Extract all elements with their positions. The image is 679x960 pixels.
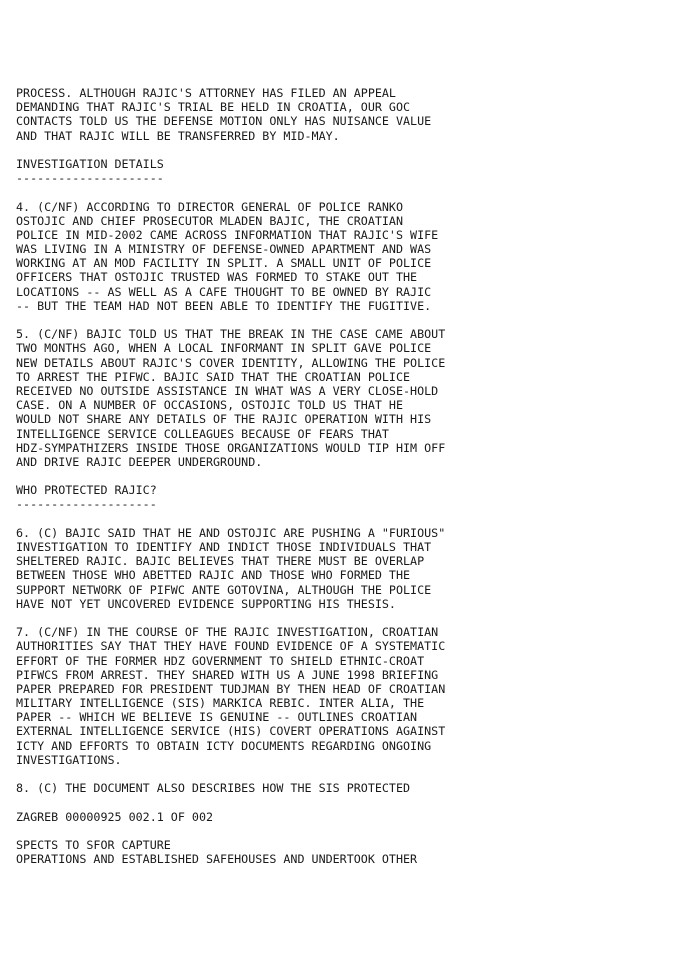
text-line: PIFWCS FROM ARREST. THEY SHARED WITH US A JUNE 1998 BRIEFING xyxy=(16,667,439,682)
text-line: PAPER -- WHICH WE BELIEVE IS GENUINE -- OUTLINES CROATIAN xyxy=(16,710,418,725)
text-line: SHELTERED RAJIC. BAJIC BELIEVES THAT THERE MUST BE OVERLAP xyxy=(16,554,425,569)
text-line xyxy=(16,313,666,327)
text-line: ICTY AND EFFORTS TO OBTAIN ICTY DOCUMENTS REGARDING ONGOING xyxy=(16,738,432,753)
text-line: WORKING AT AN MOD FACILITY IN SPLIT. A SMALL UNIT OF POLICE xyxy=(16,256,432,271)
text-line: 6. (C) BAJIC SAID THAT HE AND OSTOJIC ARE PUSHING A "FURIOUS" xyxy=(16,525,446,540)
text-line: HAVE NOT YET UNCOVERED EVIDENCE SUPPORTING HIS THESIS. xyxy=(16,596,396,611)
text-line: INVESTIGATION TO IDENTIFY AND INDICT THOSE INDIVIDUALS THAT xyxy=(16,540,432,554)
text-line: OFFICERS THAT OSTOJIC TRUSTED WAS FORMED TO STAKE OUT THE xyxy=(16,270,418,285)
document-body xyxy=(16,86,666,866)
text-line: EXTERNAL INTELLIGENCE SERVICE (HIS) COVERT OPERATIONS AGAINST xyxy=(16,724,446,739)
text-line: LOCATIONS -- AS WELL AS A CAFE THOUGHT TO BE OWNED BY RAJIC xyxy=(16,284,432,299)
text-line xyxy=(16,795,666,809)
text-line: -- BUT THE TEAM HAD NOT BEEN ABLE TO IDENTIFY THE FUGITIVE. xyxy=(16,298,432,313)
text-line xyxy=(16,512,666,526)
text-line: WAS LIVING IN A MINISTRY OF DEFENSE-OWNED APARTMENT AND WAS xyxy=(16,242,432,257)
text-line: 7. (C/NF) IN THE COURSE OF THE RAJIC INVESTIGATION, CROATIAN xyxy=(16,625,439,640)
text-line: AUTHORITIES SAY THAT THEY HAVE FOUND EVIDENCE OF A SYSTEMATIC xyxy=(16,639,446,654)
text-line: BETWEEN THOSE WHO ABETTED RAJIC AND THOSE WHO FORMED THE xyxy=(16,568,411,583)
text-line: DEMANDING THAT RAJIC'S TRIAL BE HELD IN CROATIA, OUR GOC xyxy=(16,100,411,115)
text-line: --------------------- xyxy=(16,171,164,186)
text-line: ZAGREB 00000925 002.1 OF 002 xyxy=(16,809,214,824)
text-line: MILITARY INTELLIGENCE (SIS) MARKICA REBIC. INTER ALIA, THE xyxy=(16,696,425,711)
text-line: POLICE IN MID-2002 CAME ACROSS INFORMATION THAT RAJIC'S WIFE xyxy=(16,227,439,242)
text-line: TO ARREST THE PIFWC. BAJIC SAID THAT THE CROATIAN POLICE xyxy=(16,369,411,384)
text-line: 5. (C/NF) BAJIC TOLD US THAT THE BREAK IN THE CASE CAME ABOUT xyxy=(16,327,446,342)
text-line: CONTACTS TOLD US THE DEFENSE MOTION ONLY HAS NUISANCE VALUE xyxy=(16,114,432,129)
text-line: 4. (C/NF) ACCORDING TO DIRECTOR GENERAL OF POLICE RANKO xyxy=(16,199,404,214)
text-line: OPERATIONS AND ESTABLISHED SAFEHOUSES AND UNDERTOOK OTHER xyxy=(16,852,418,867)
text-line xyxy=(16,611,666,625)
text-line: PAPER PREPARED FOR PRESIDENT TUDJMAN BY THEN HEAD OF CROATIAN xyxy=(16,681,446,696)
text-line: PROCESS. ALTHOUGH RAJIC'S ATTORNEY HAS FILED AN APPEAL xyxy=(16,86,396,100)
text-line: EFFORT OF THE FORMER HDZ GOVERNMENT TO SHIELD ETHNIC-CROAT xyxy=(16,653,425,668)
text-line: INTELLIGENCE SERVICE COLLEAGUES BECAUSE OF FEARS THAT xyxy=(16,426,389,441)
text-line: INVESTIGATION DETAILS xyxy=(16,156,164,171)
text-line xyxy=(16,143,666,157)
text-line: NEW DETAILS ABOUT RAJIC'S COVER IDENTITY, ALLOWING THE POLICE xyxy=(16,355,446,370)
text-line: OSTOJIC AND CHIEF PROSECUTOR MLADEN BAJIC, THE CROATIAN xyxy=(16,213,404,228)
text-line: CASE. ON A NUMBER OF OCCASIONS, OSTOJIC TOLD US THAT HE xyxy=(16,398,404,413)
text-line: TWO MONTHS AGO, WHEN A LOCAL INFORMANT IN SPLIT GAVE POLICE xyxy=(16,341,432,356)
text-line: INVESTIGATIONS. xyxy=(16,752,122,767)
text-line: SPECTS TO SFOR CAPTURE xyxy=(16,837,171,852)
text-line: WOULD NOT SHARE ANY DETAILS OF THE RAJIC OPERATION WITH HIS xyxy=(16,412,432,427)
text-line: 8. (C) THE DOCUMENT ALSO DESCRIBES HOW THE SIS PROTECTED xyxy=(16,781,411,796)
text-line xyxy=(16,185,666,199)
text-line xyxy=(16,824,666,838)
text-line xyxy=(16,767,666,781)
text-line: -------------------- xyxy=(16,497,157,512)
text-line xyxy=(16,469,666,483)
text-line: AND THAT RAJIC WILL BE TRANSFERRED BY MID-MAY. xyxy=(16,128,340,143)
text-line: WHO PROTECTED RAJIC? xyxy=(16,483,157,498)
text-line: SUPPORT NETWORK OF PIFWC ANTE GOTOVINA, ALTHOUGH THE POLICE xyxy=(16,582,432,597)
text-line: HDZ-SYMPATHIZERS INSIDE THOSE ORGANIZATIONS WOULD TIP HIM OFF xyxy=(16,440,446,455)
text-line: RECEIVED NO OUTSIDE ASSISTANCE IN WHAT WAS A VERY CLOSE-HOLD xyxy=(16,383,439,398)
text-line: AND DRIVE RAJIC DEEPER UNDERGROUND. xyxy=(16,454,263,469)
